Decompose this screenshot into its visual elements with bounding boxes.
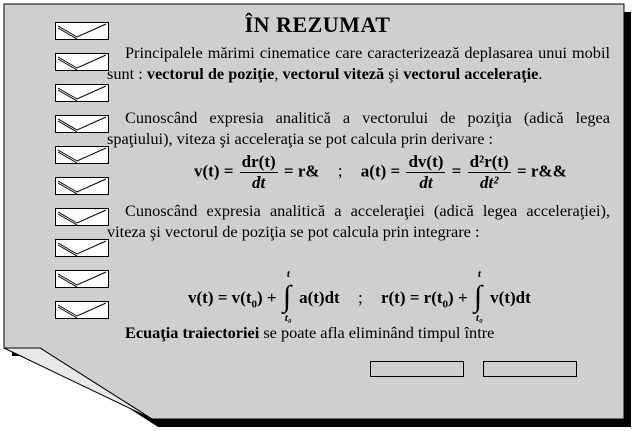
- lower-limit: t₀: [284, 312, 292, 324]
- subscript: 0: [251, 298, 257, 311]
- fraction: [240, 152, 278, 193]
- term-trajectory-equation: Ecuaţia traiectoriei: [125, 323, 260, 342]
- checkmark-icon: [55, 146, 109, 164]
- checkmark-icon: [55, 270, 109, 288]
- checkmark-icon: [55, 115, 109, 133]
- checkmark-icon: [55, 208, 109, 226]
- fraction: [468, 152, 511, 193]
- term-position-vector: vectorul de poziţie: [146, 64, 275, 83]
- paragraph-trajectory: [107, 322, 610, 344]
- formula-integrals: [188, 268, 531, 324]
- nav-button-next[interactable]: [483, 361, 577, 377]
- formula-term: = r&&: [516, 161, 567, 181]
- paragraph-derivation: [107, 107, 610, 149]
- denominator: dt: [419, 173, 433, 192]
- term-acceleration-vector: vectorul acceleraţie: [403, 64, 539, 83]
- separator: ,: [274, 64, 283, 83]
- subscript: 0: [442, 298, 449, 311]
- denominator: dt²: [479, 173, 499, 192]
- paragraph-quantities: [107, 42, 610, 84]
- formula-term: a(t)dt: [299, 287, 340, 307]
- integral-sign: t ∫ t₀: [282, 268, 292, 324]
- period: .: [538, 64, 543, 83]
- formula-separator: ;: [337, 161, 343, 181]
- formula-term: ) +: [257, 287, 277, 307]
- text: Cunoscând expresia analitică a vectorului de poziţia (adică legea spaţiului), viteza şi acceleraţia se pot calcula prin derivare :: [107, 108, 610, 148]
- formula-derivatives: [194, 152, 567, 193]
- paragraph-integration: [107, 200, 610, 242]
- page-title: ÎN REZUMAT: [244, 12, 391, 37]
- integral-sign: t ∫ t₀: [473, 268, 483, 324]
- formula-term: =: [451, 161, 462, 181]
- fraction: [406, 152, 445, 193]
- numerator: dr(t): [241, 152, 276, 171]
- upper-limit: t: [477, 268, 481, 280]
- checkmark-icon: [55, 239, 109, 257]
- lower-limit: t₀: [475, 312, 483, 324]
- separator: şi: [384, 64, 404, 83]
- numerator: d²r(t): [469, 152, 509, 171]
- checkmark-icon: [55, 301, 109, 319]
- formula-term: v(t) =: [194, 161, 234, 181]
- formula-term: ) +: [448, 287, 468, 307]
- nav-button-prev[interactable]: [370, 361, 464, 377]
- formula-separator: ;: [357, 287, 363, 307]
- formula-term: r(t) = r(t: [380, 287, 443, 307]
- numerator: dv(t): [408, 152, 444, 171]
- term-velocity-vector: vectorul viteză: [282, 64, 385, 83]
- text: Principalele mărimi cinematice care caracterizează deplasarea unui mobil sunt :: [107, 43, 610, 83]
- formula-term: a(t) =: [360, 161, 401, 181]
- text: se poate afla eliminând timpul între: [259, 323, 495, 342]
- denominator: dt: [252, 173, 266, 192]
- formula-term: v(t)dt: [490, 287, 531, 307]
- formula-term: v(t) = v(t: [188, 287, 252, 307]
- checkmark-icon: [55, 53, 109, 71]
- formula-term: = r&: [283, 161, 320, 181]
- checkmark-icon: [55, 84, 109, 102]
- text: Cunoscând expresia analitică a acceleraţiei (adică legea acceleraţiei), viteza şi vectorul de poziţia se pot calcula prin integrare :: [107, 201, 610, 241]
- checkmark-icon: [55, 177, 109, 195]
- upper-limit: t: [286, 268, 290, 280]
